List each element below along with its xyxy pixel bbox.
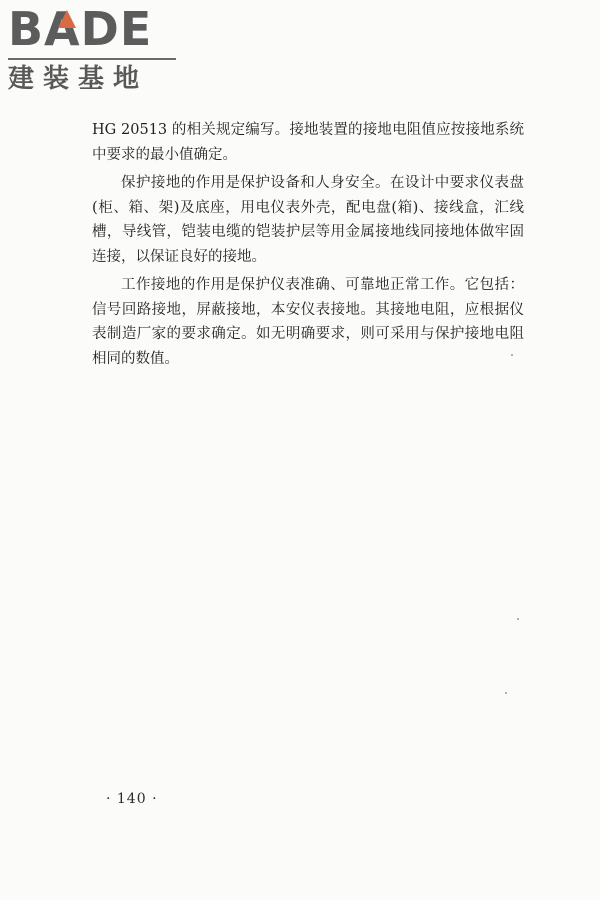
page-number: · 140 ·: [106, 791, 158, 807]
logo-wordmark: BADE: [8, 2, 153, 56]
scan-speck: [505, 692, 507, 694]
logo-divider: [8, 58, 176, 60]
scan-speck: [511, 354, 513, 356]
logo-subtitle: 建装基地: [8, 64, 149, 94]
logo-accent-triangle-icon: [58, 10, 76, 28]
paragraph-working-grounding: 工作接地的作用是保护仪表准确、可靠地正常工作。它包括：信号回路接地，屏蔽接地，本安仪表接地。其接地电阻，应根据仪表制造厂家的要求确定。如无明确要求，则可采用与保护接地电阻相同的数值。: [92, 277, 524, 367]
page-body: [92, 118, 524, 375]
paragraph-continuation: HG 20513 的相关规定编写。接地装置的接地电阻值应按接地系统中要求的最小值确定。: [92, 122, 524, 163]
bade-logo: [8, 2, 178, 98]
paragraph-protective-grounding: 保护接地的作用是保护设备和人身安全。在设计中要求仪表盘(柜、箱、架)及底座，用电仪表外壳，配电盘(箱)、接线盒，汇线槽，导线管，铠装电缆的铠装护层等用金属接地线同接地体做牢固连接，以保证良好的接地。: [92, 175, 524, 265]
scan-speck: [517, 618, 519, 620]
